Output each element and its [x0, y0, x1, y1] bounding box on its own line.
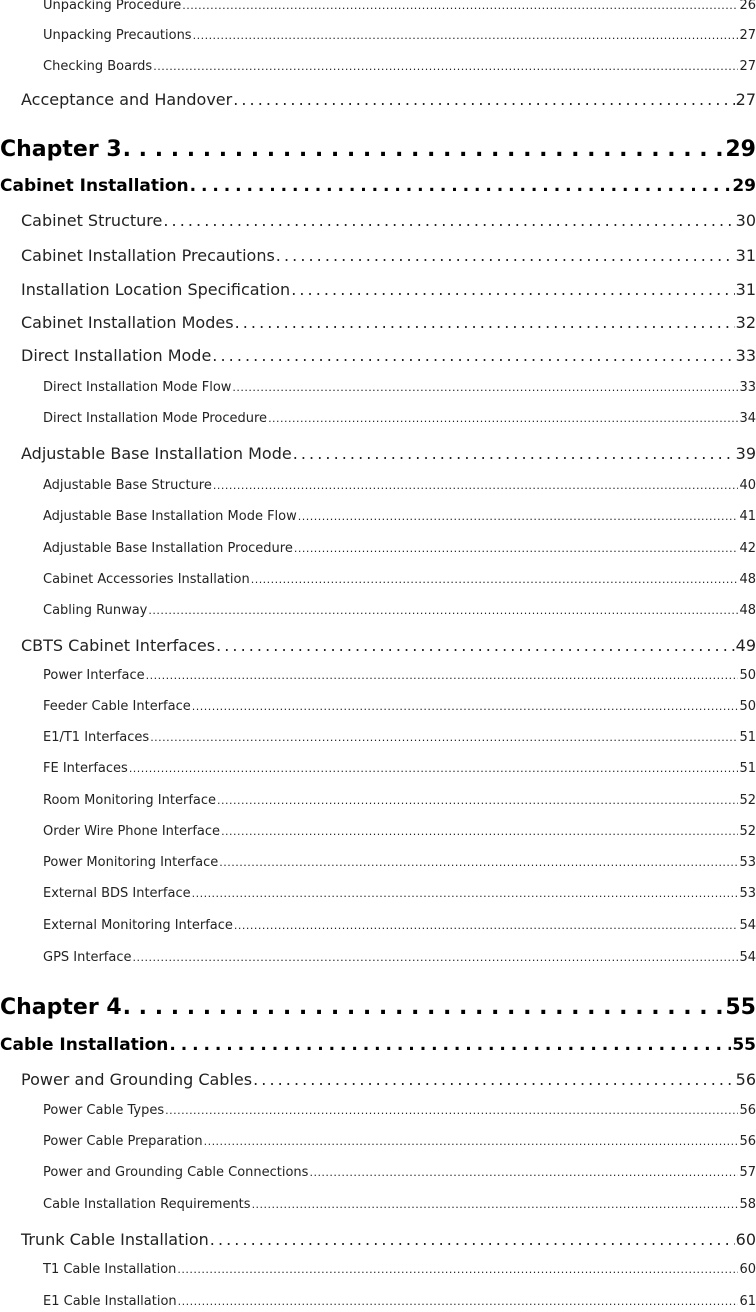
toc-entry-section[interactable]: [0, 280, 756, 302]
dot-leader: [210, 1230, 735, 1249]
toc-entry-title: Direct Installation Mode Flow: [43, 380, 232, 395]
dot-leader: [233, 90, 734, 109]
toc-entry-sub[interactable]: [0, 28, 756, 46]
toc-entry-title: Cabinet Installation: [0, 176, 189, 196]
toc-entry-title: FE Interfaces: [43, 761, 128, 776]
toc-entry-section[interactable]: [0, 444, 756, 466]
toc-entry-title: Cabling Runway: [43, 603, 148, 618]
dot-leader: [291, 280, 734, 299]
toc-entry-title: Power and Grounding Cables: [21, 1070, 253, 1089]
dot-leader: [192, 886, 739, 901]
toc-entry-page-number: 34: [739, 411, 756, 426]
dot-leader: [182, 0, 738, 13]
toc-entry-page-number: 54: [739, 918, 756, 933]
toc-entry-sub[interactable]: [0, 824, 756, 842]
toc-entry-page-number: 56: [735, 1070, 756, 1089]
toc-entry-section[interactable]: [0, 1070, 756, 1092]
dot-leader: [169, 1035, 731, 1055]
toc-entry-page-number: 53: [739, 886, 756, 901]
dot-leader: [178, 1294, 739, 1309]
toc-entry-sub[interactable]: [0, 1165, 756, 1183]
toc-entry-title: Cabinet Accessories Installation: [43, 572, 250, 587]
dot-leader: [213, 478, 739, 493]
toc-entry-sub[interactable]: [0, 761, 756, 779]
dot-leader: [123, 995, 725, 1020]
toc-entry-section[interactable]: [0, 1230, 756, 1252]
toc-entry-title: Power Monitoring Interface: [43, 855, 219, 870]
dot-leader: [293, 444, 735, 463]
toc-entry-title: External BDS Interface: [43, 886, 191, 901]
toc-entry-title: E1 Cable Installation: [43, 1294, 177, 1309]
toc-entry-sub[interactable]: [0, 541, 756, 559]
toc-entry-page-number: 60: [735, 1230, 756, 1249]
toc-entry-sub[interactable]: [0, 1197, 756, 1215]
toc-entry-sub[interactable]: [0, 855, 756, 873]
dot-leader: [221, 824, 738, 839]
toc-entry-section[interactable]: [0, 246, 756, 268]
dot-leader: [123, 137, 725, 162]
toc-entry-chapter[interactable]: [0, 137, 756, 167]
dot-leader: [298, 509, 739, 524]
dot-leader: [309, 1165, 738, 1180]
toc-entry-page-number: 52: [739, 824, 756, 839]
toc-entry-sub[interactable]: [0, 699, 756, 717]
toc-entry-section[interactable]: [0, 211, 756, 233]
toc-entry-title: T1 Cable Installation: [43, 1262, 177, 1277]
toc-entry-title: Checking Boards: [43, 59, 153, 74]
toc-entry-page-number: 51: [739, 761, 756, 776]
toc-entry-section[interactable]: [0, 313, 756, 335]
dot-leader: [235, 313, 735, 332]
dot-leader: [212, 346, 734, 365]
dot-leader: [294, 541, 739, 556]
toc-entry-page-number: 42: [739, 541, 756, 556]
toc-entry-title: Power and Grounding Cable Connections: [43, 1165, 309, 1180]
toc-entry-page-number: 29: [725, 137, 756, 162]
toc-entry-page-number: 27: [739, 28, 756, 43]
toc-entry-page-number: 39: [735, 444, 756, 463]
toc-entry-part[interactable]: [0, 1035, 756, 1059]
toc-entry-part[interactable]: [0, 176, 756, 200]
toc-entry-sub[interactable]: [0, 1134, 756, 1152]
dot-leader: [148, 603, 738, 618]
toc-entry-page-number: 48: [739, 572, 756, 587]
toc-entry-title: GPS Interface: [43, 950, 132, 965]
toc-entry-page-number: 40: [739, 478, 756, 493]
toc-entry-sub[interactable]: [0, 380, 756, 398]
dot-leader: [146, 668, 739, 683]
dot-leader: [251, 572, 739, 587]
toc-entry-page-number: 55: [732, 1035, 756, 1055]
dot-leader: [253, 1070, 735, 1089]
toc-entry-title: Adjustable Base Installation Mode: [21, 444, 292, 463]
toc-entry-page-number: 56: [739, 1134, 756, 1149]
toc-entry-title: Power Cable Preparation: [43, 1134, 203, 1149]
toc-entry-page-number: 50: [739, 668, 756, 683]
toc-entry-page-number: 60: [739, 1262, 756, 1277]
toc-entry-title: Installation Location Specification: [21, 280, 291, 299]
dot-leader: [234, 918, 739, 933]
toc-entry-page-number: 56: [739, 1103, 756, 1118]
toc-entry-sub[interactable]: [0, 730, 756, 748]
toc-entry-sub[interactable]: [0, 793, 756, 811]
toc-entry-section[interactable]: [0, 90, 756, 112]
toc-entry-page-number: 30: [735, 211, 756, 230]
toc-entry-sub[interactable]: [0, 509, 756, 527]
toc-entry-title: Direct Installation Mode: [21, 346, 212, 365]
dot-leader: [276, 246, 735, 265]
dot-leader: [217, 793, 738, 808]
toc-entry-sub[interactable]: [0, 918, 756, 936]
toc-entry-sub[interactable]: [0, 1262, 756, 1280]
toc-entry-title: Room Monitoring Interface: [43, 793, 217, 808]
toc-entry-title: Adjustable Base Installation Mode Flow: [43, 509, 297, 524]
toc-entry-title: Acceptance and Handover: [21, 90, 233, 109]
toc-entry-sub[interactable]: [0, 572, 756, 590]
toc-entry-title: E1/T1 Interfaces: [43, 730, 150, 745]
toc-entry-title: Unpacking Procedure: [43, 0, 182, 13]
toc-entry-page-number: 61: [739, 1294, 756, 1309]
toc-entry-page-number: 54: [739, 950, 756, 965]
toc-entry-chapter[interactable]: [0, 995, 756, 1025]
toc-entry-page-number: 33: [739, 380, 756, 395]
toc-entry-title: Direct Installation Mode Procedure: [43, 411, 268, 426]
toc-entry-title: Adjustable Base Installation Procedure: [43, 541, 293, 556]
toc-entry-page-number: 31: [735, 246, 756, 265]
dot-leader: [204, 1134, 739, 1149]
toc-entry-page-number: 52: [739, 793, 756, 808]
toc-entry-title: Cable Installation: [0, 1035, 169, 1055]
toc-entry-page-number: 26: [739, 0, 756, 13]
toc-entry-page-number: 50: [739, 699, 756, 714]
toc-entry-sub[interactable]: [0, 0, 756, 16]
toc-entry-title: Cabinet Installation Modes: [21, 313, 234, 332]
dot-leader: [153, 59, 738, 74]
toc-entry-sub[interactable]: [0, 668, 756, 686]
dot-leader: [133, 950, 739, 965]
dot-leader: [150, 730, 738, 745]
toc-entry-title: Chapter 4: [0, 995, 122, 1020]
toc-entry-title: External Monitoring Interface: [43, 918, 233, 933]
toc-entry-page-number: 33: [735, 346, 756, 365]
toc-entry-page-number: 48: [739, 603, 756, 618]
dot-leader: [193, 28, 739, 43]
toc-entry-title: Chapter 3: [0, 137, 122, 162]
toc-entry-title: Cabinet Installation Precautions: [21, 246, 275, 265]
toc-entry-page-number: 32: [735, 313, 756, 332]
toc-entry-sub[interactable]: [0, 1103, 756, 1121]
toc-entry-title: Unpacking Precautions: [43, 28, 192, 43]
dot-leader: [219, 855, 738, 870]
dot-leader: [163, 211, 734, 230]
dot-leader: [177, 1262, 738, 1277]
toc-entry-page-number: 27: [739, 59, 756, 74]
toc-entry-section[interactable]: [0, 636, 756, 658]
dot-leader: [252, 1197, 739, 1212]
toc-entry-sub[interactable]: [0, 1294, 756, 1312]
dot-leader: [232, 380, 738, 395]
toc-entry-sub[interactable]: [0, 886, 756, 904]
toc-entry-page-number: 53: [739, 855, 756, 870]
toc-entry-title: CBTS Cabinet Interfaces: [21, 636, 216, 655]
toc-entry-sub[interactable]: [0, 603, 756, 621]
toc-entry-sub[interactable]: [0, 411, 756, 429]
toc-entry-title: Cabinet Structure: [21, 211, 163, 230]
dot-leader: [129, 761, 739, 776]
toc-entry-page-number: 58: [739, 1197, 756, 1212]
toc-entry-sub[interactable]: [0, 950, 756, 968]
toc-entry-page-number: 29: [732, 176, 756, 196]
toc-entry-page-number: 55: [725, 995, 756, 1020]
toc-entry-title: Adjustable Base Structure: [43, 478, 212, 493]
dot-leader: [268, 411, 738, 426]
toc-entry-section[interactable]: [0, 346, 756, 368]
toc-entry-page-number: 49: [735, 636, 756, 655]
toc-entry-page-number: 57: [739, 1165, 756, 1180]
toc-entry-title: Power Interface: [43, 668, 145, 683]
toc-entry-title: Power Cable Types: [43, 1103, 165, 1118]
toc-entry-page-number: 41: [739, 509, 756, 524]
toc-entry-page-number: 27: [735, 90, 756, 109]
toc-entry-sub[interactable]: [0, 478, 756, 496]
dot-leader: [216, 636, 735, 655]
dot-leader: [190, 176, 732, 196]
toc-entry-sub[interactable]: [0, 59, 756, 77]
dot-leader: [192, 699, 739, 714]
dot-leader: [165, 1103, 738, 1118]
toc-entry-title: Order Wire Phone Interface: [43, 824, 221, 839]
toc-entry-title: Feeder Cable Interface: [43, 699, 191, 714]
toc-entry-page-number: 51: [739, 730, 756, 745]
toc-entry-title: Cable Installation Requirements: [43, 1197, 251, 1212]
toc-entry-page-number: 31: [735, 280, 756, 299]
toc-entry-title: Trunk Cable Installation: [21, 1230, 209, 1249]
